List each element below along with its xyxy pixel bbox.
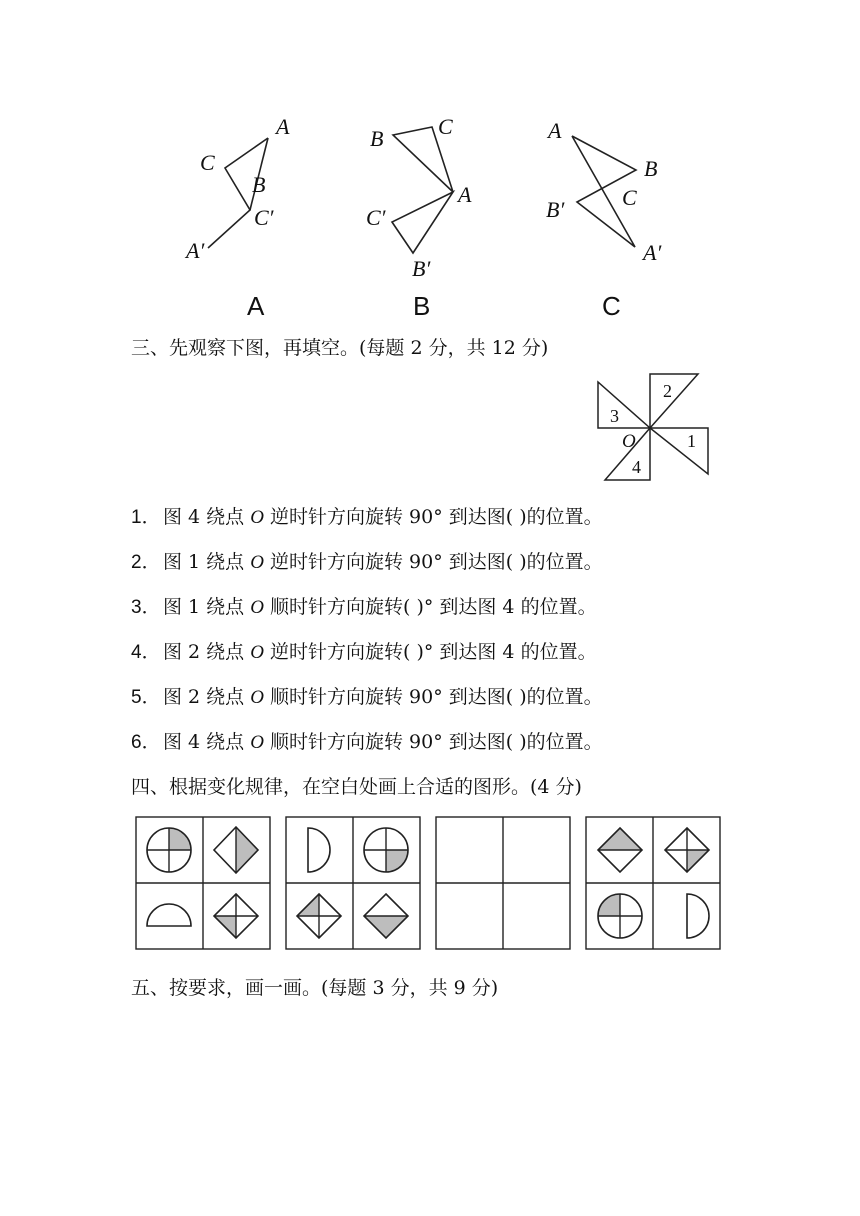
question-text-post[interactable]: 逆时针方向旋转 90° 到达图( )的位置。 — [263, 551, 603, 573]
point-o: O — [250, 687, 264, 708]
pinwheel-triangle-3 — [598, 382, 650, 428]
question-number: 4． — [131, 642, 161, 663]
figure-a-label-1: A — [276, 114, 290, 139]
figure-b-option: B — [413, 291, 431, 321]
question-number: 1． — [131, 507, 161, 528]
figure-a-label-2: C — [200, 150, 215, 175]
point-o: O — [250, 597, 264, 618]
pinwheel-figure — [590, 366, 720, 486]
question-text-post[interactable]: 顺时针方向旋转( )° 到达图 4 的位置。 — [263, 596, 597, 618]
point-o: O — [250, 552, 264, 573]
figure-c-label-2: B — [644, 156, 658, 181]
diamond-cross-shaded — [297, 894, 341, 938]
figure-a-label-3: B — [252, 172, 266, 197]
question-3 — [131, 592, 597, 619]
half-circle-right — [687, 894, 709, 938]
section-4-heading: 四、根据变化规律，在空白处画上合适的图形。(4 分) — [131, 776, 582, 798]
grid-1 — [136, 817, 270, 949]
question-text-pre: 图 1 绕点 — [163, 596, 251, 618]
question-number: 6． — [131, 732, 161, 753]
figure-a-label-4: C′ — [254, 205, 274, 230]
figure-b-label-3: A — [458, 182, 472, 207]
pinwheel-label-4: 4 — [632, 457, 641, 477]
half-circle-right — [308, 828, 330, 872]
point-o: O — [250, 732, 264, 753]
section-3-heading: 三、先观察下图，再填空。(每题 2 分，共 12 分) — [131, 337, 549, 359]
pinwheel-label-2: 2 — [663, 381, 672, 401]
question-text-post[interactable]: 逆时针方向旋转 90° 到达图( )的位置。 — [263, 506, 603, 528]
pinwheel-label-1: 1 — [687, 431, 696, 451]
diamond-half-shaded — [214, 827, 258, 873]
semicircle-shape — [147, 904, 191, 926]
grid-2 — [286, 817, 420, 949]
circle-quarter-shaded — [364, 828, 408, 872]
question-text-post[interactable]: 顺时针方向旋转 90° 到达图( )的位置。 — [263, 686, 603, 708]
question-number: 3． — [131, 597, 161, 618]
point-o: O — [250, 507, 264, 528]
question-number: 2． — [131, 552, 161, 573]
figure-b-label-5: B′ — [412, 256, 431, 281]
figure-c-label-5: A′ — [643, 240, 662, 265]
diamond-half-shaded — [364, 894, 408, 938]
question-text-pre: 图 1 绕点 — [163, 551, 251, 573]
circle-quarter-shaded — [598, 894, 642, 938]
grid-4 — [586, 817, 720, 949]
figure-b-lower-triangle — [392, 192, 453, 253]
figure-option-c — [540, 110, 680, 325]
figure-c-option: C — [602, 291, 621, 321]
question-2 — [131, 547, 603, 574]
pinwheel-triangle-1 — [650, 428, 708, 474]
pattern-grids — [130, 812, 730, 954]
question-number: 5． — [131, 687, 161, 708]
diamond-cross-shaded — [665, 828, 709, 872]
figure-b-label-4: C′ — [366, 205, 386, 230]
figure-b-label-1: B — [370, 126, 384, 151]
question-1 — [131, 502, 603, 529]
question-4 — [131, 637, 597, 664]
question-6 — [131, 727, 603, 754]
question-text-post[interactable]: 逆时针方向旋转( )° 到达图 4 的位置。 — [263, 641, 597, 663]
diamond-cross-shaded — [214, 894, 258, 938]
figure-a-option: A — [247, 291, 265, 321]
figure-c-label-4: B′ — [546, 197, 565, 222]
point-o: O — [250, 642, 264, 663]
section-5-heading: 五、按要求，画一画。(每题 3 分，共 9 分) — [131, 977, 499, 999]
question-text-pre: 图 4 绕点 — [163, 506, 251, 528]
question-text-pre: 图 2 绕点 — [163, 641, 251, 663]
figure-option-a — [170, 110, 310, 325]
pinwheel-center-o: O — [622, 431, 636, 452]
question-text-pre: 图 4 绕点 — [163, 731, 251, 753]
circle-quarter-shaded — [147, 828, 191, 872]
question-text-post[interactable]: 顺时针方向旋转 90° 到达图( )的位置。 — [263, 731, 603, 753]
grid-3-blank[interactable] — [436, 817, 570, 949]
pinwheel-triangle-2 — [650, 374, 698, 428]
figure-b-label-2: C — [438, 114, 453, 139]
figure-c-label-3: C — [622, 185, 637, 210]
figure-option-b — [360, 110, 490, 325]
question-text-pre: 图 2 绕点 — [163, 686, 251, 708]
figure-c-label-1: A — [548, 118, 562, 143]
pinwheel-label-3: 3 — [610, 406, 619, 426]
question-5 — [131, 682, 603, 709]
figure-a-label-5: A′ — [186, 238, 205, 263]
diamond-half-shaded — [598, 828, 642, 872]
